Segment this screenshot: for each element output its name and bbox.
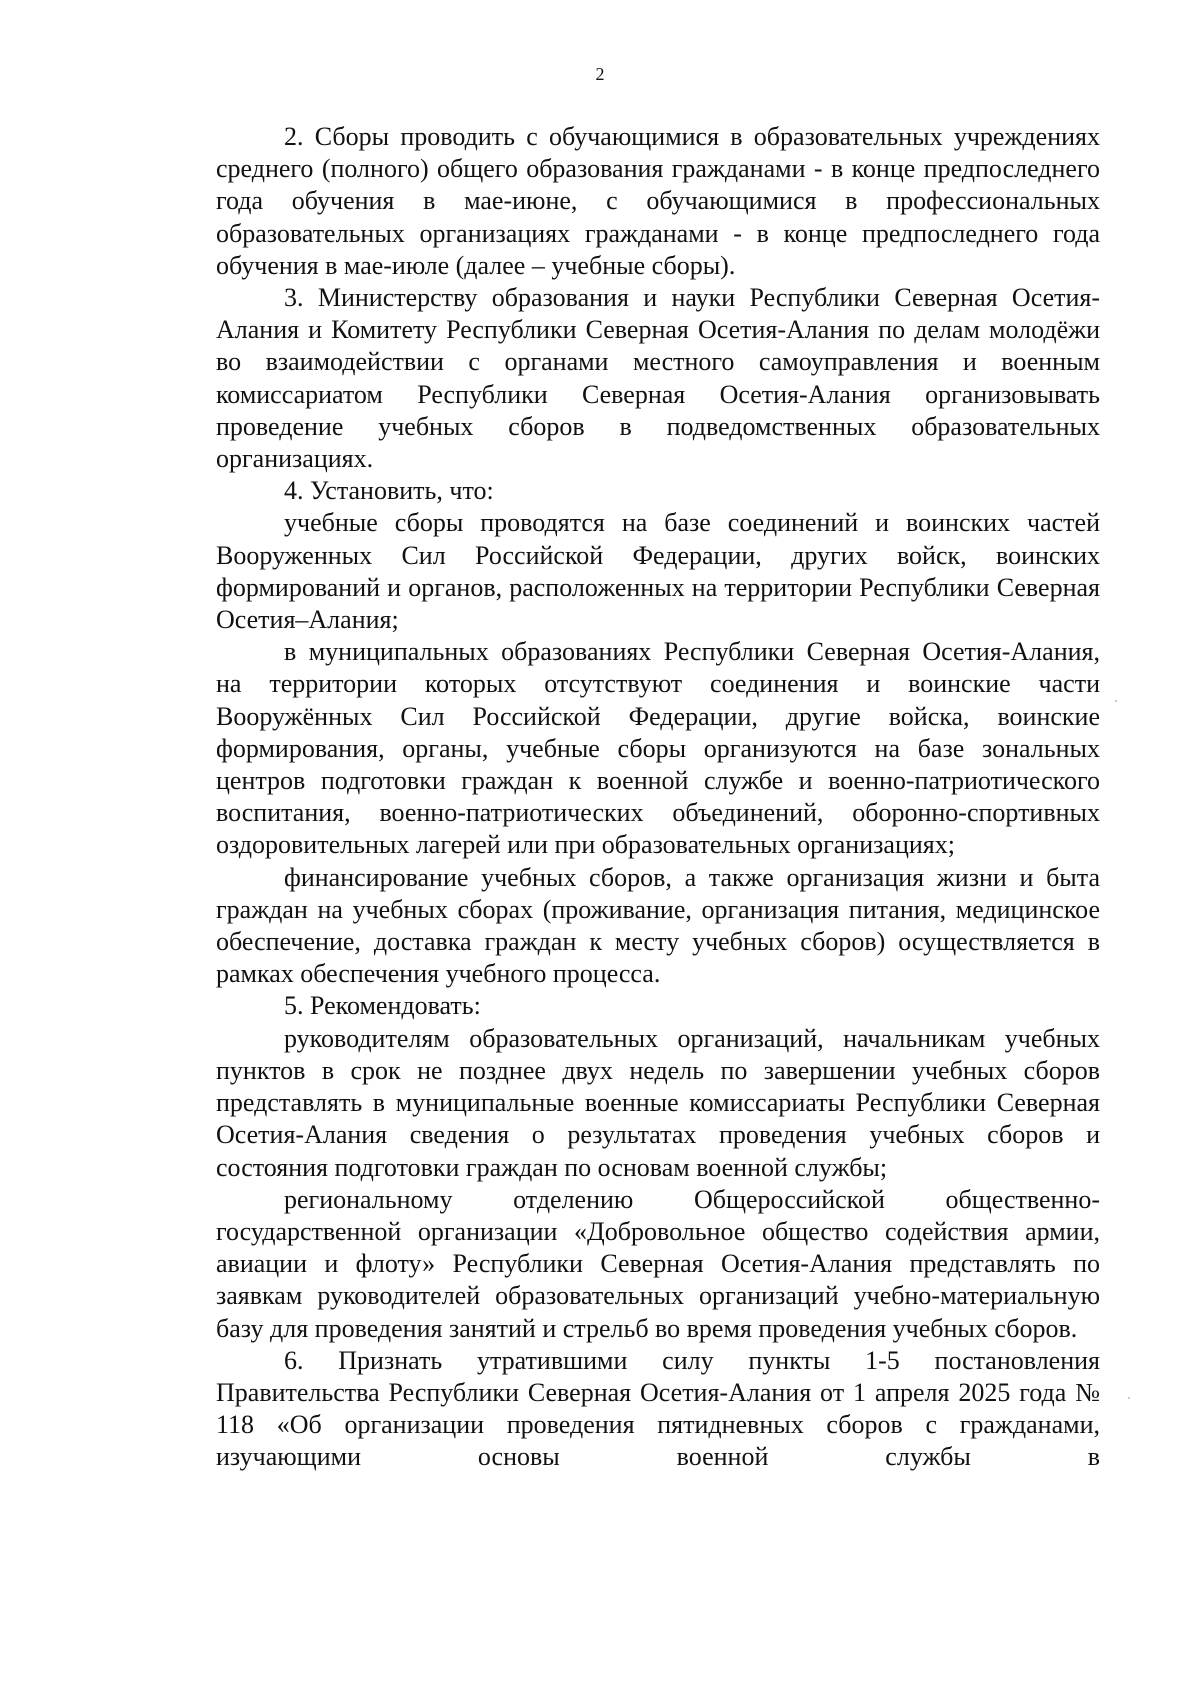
scan-speck <box>1115 700 1117 702</box>
scan-speck <box>1128 1397 1130 1399</box>
paragraph-item-2: 2. Сборы проводить с обучающимися в образовательных учреждениях среднего (полного) общего образования гражданами - в конце предпоследнего года обучения в мае-июне, с обучающимися в профессиональных образовательных организациях гражданами - в конце предпоследнего года обучения в мае-июле (далее – учебные сборы). <box>216 122 1100 280</box>
paragraph-financing: финансирование учебных сборов, а также организация жизни и быта граждан на учебных сборах (проживание, организация питания, медицинское обеспечение, доставка граждан к месту учебных сборов) осуществляется в рамках обеспечения учебного процесса. <box>216 862 1100 989</box>
paragraph-item-4-heading: 4. Установить, что: <box>284 476 494 506</box>
paragraph-item-3: 3. Министерству образования и науки Республики Северная Осетия-Алания и Комитету Республики Северная Осетия-Алания по делам молодёжи во взаимодействии с органами местного самоуправления и военным комиссариатом Республики Северная Осетия-Алания организовывать проведение учебных сборов в подведомственных образовательных организациях. <box>216 283 1100 474</box>
document-body <box>216 121 1100 1474</box>
paragraph-reports: руководителям образовательных организаций, начальникам учебных пунктов в срок не позднее двух недель по завершении учебных сборов представлять в муниципальные военные комиссариаты Республики Северная Осетия-Алания сведения о результатах проведения учебных сборов и состояния подготовки граждан по основам военной службы; <box>216 1023 1100 1182</box>
paragraph-municipal-training: в муниципальных образованиях Республики Северная Осетия-Алания, на территории которых отсутствуют соединения и воинские части Вооружённых Сил Российской Федерации, другие войска, воинские формирования, органы, учебные сборы организуются на базе зональных центров подготовки граждан к военной службе и военно-патриотического воспитания, военно-патриотических объединений, оборонно-спортивных оздоровительных лагерей или при образовательных организациях; <box>216 637 1100 860</box>
paragraph-item-6: 6. Признать утратившими силу пункты 1-5 постановления Правительства Республики Северная Осетия-Алания от 1 апреля 2025 года № 118 «Об организации проведения пятидневных сборов с гражданами, изучающими основы военной службы в <box>216 1345 1100 1472</box>
paragraph-training-base: учебные сборы проводятся на базе соединений и воинских частей Вооруженных Сил Российской Федерации, других войск, воинских формирований и органов, расположенных на территории Республики Северная Осетия–Алания; <box>216 508 1100 635</box>
paragraph-item-5-heading: 5. Рекомендовать: <box>284 991 481 1021</box>
paragraph-dosaaf: региональному отделению Общероссийской общественно-государственной организации «Добровольное общество содействия армии, авиации и флоту» Республики Северная Осетия-Алания представлять по заявкам руководителей образовательных организаций учебно-материальную базу для проведения занятий и стрельб во время проведения учебных сборов. <box>216 1184 1100 1343</box>
page-number: 2 <box>595 64 605 84</box>
